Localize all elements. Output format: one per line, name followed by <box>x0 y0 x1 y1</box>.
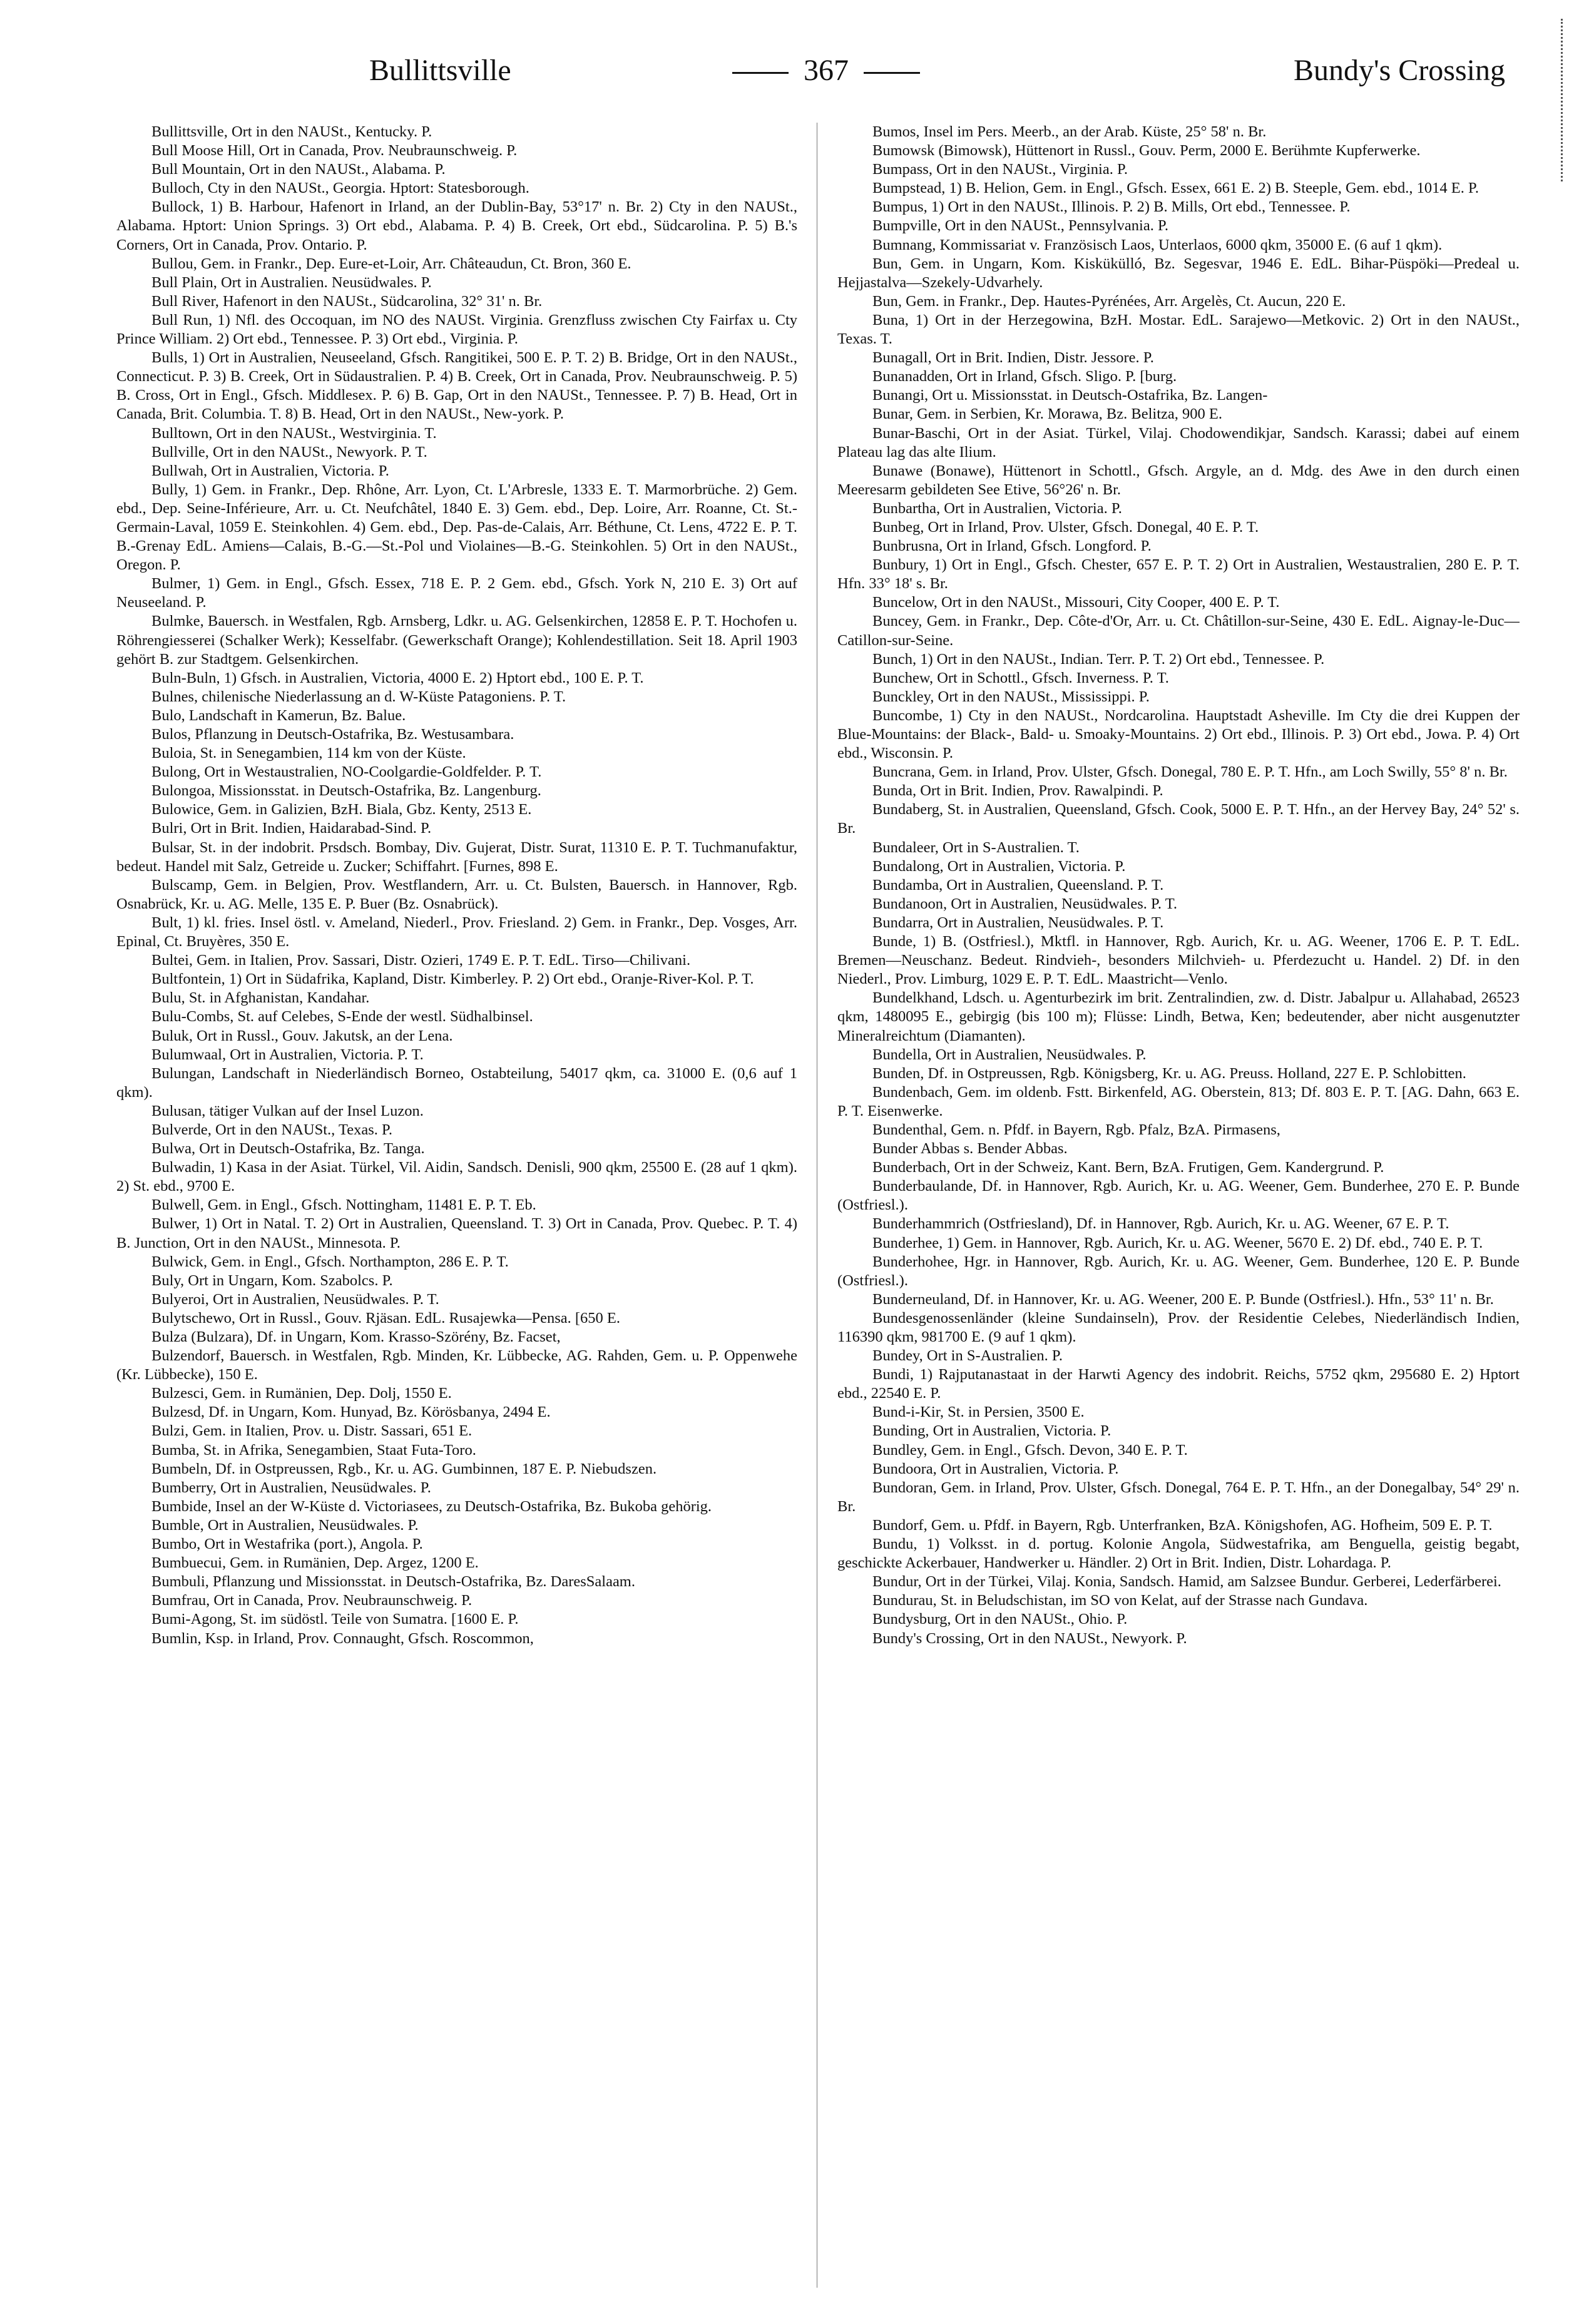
gazetteer-entry: Bundaberg, St. in Australien, Queensland, Gfsch. Cook, 5000 E. P. T. Hfn., an der Hervey Bay, 24° 52' s. Br. <box>837 801 1520 837</box>
gazetteer-entry: Bull Moose Hill, Ort in Canada, Prov. Neubraunschweig. P. <box>151 142 518 160</box>
gazetteer-entry: Buncey, Gem. in Frankr., Dep. Côte-d'Or, Arr. u. Ct. Châtillon-sur-Seine, 430 E. EdL. Aignay-le-Duc—Catillon-sur-Seine. <box>837 613 1520 649</box>
gazetteer-entry: Bunbrusna, Ort in Irland, Gfsch. Longford. P. <box>872 538 1152 555</box>
gazetteer-entry: Bumba, St. in Afrika, Senegambien, Staat Futa-Toro. <box>151 1441 476 1459</box>
gazetteer-entry: Bulls, 1) Ort in Australien, Neuseeland, Gfsch. Rangitikei, 500 E. P. T. 2) B. Bridge, Ort in den NAUSt., Connecticut. P. 3) B. Creek, Ort in Südaustralien. P. 4) B. Creek, Ort in Canada, Prov. Neubraunschweig. P. 5) B. Cross, Ort in Engl., Gfsch. Middlesex. P. 6) B. Gap, Ort in den NAUSt., Tennessee. P. 7) B. Head, Ort in Canada, Brit. Columbia. T. 8) B. Head, Ort in den NAUSt., New-york. P. <box>116 349 797 423</box>
gazetteer-entry: Bundanoon, Ort in Australien, Neusüdwales. P. T. <box>872 895 1178 912</box>
gazetteer-entry: Buncombe, 1) Cty in den NAUSt., Nordcarolina. Hauptstadt Asheville. Im Cty die drei Kuppen der Blue-Mountains: der Black-, Bald- u. Smoaky-Mountains. 2) Ort ebd., Illinois. P. 3) Ort ebd., Jowa. P. 4) Ort ebd., Wisconsin. P. <box>837 706 1520 762</box>
gazetteer-entry: Bulu-Combs, St. auf Celebes, S-Ende der westl. Südhalbinsel. <box>151 1008 533 1026</box>
gazetteer-entry: Bunden, Df. in Ostpreussen, Rgb. Königsberg, Kr. u. AG. Preuss. Holland, 227 E. P. Schlobitten. <box>872 1064 1466 1082</box>
gazetteer-entry: Bunch, 1) Ort in den NAUSt., Indian. Terr. P. T. 2) Ort ebd., Tennessee. P. <box>872 650 1325 668</box>
gazetteer-entry: Bumpass, Ort in den NAUSt., Virginia. P. <box>872 161 1128 178</box>
gazetteer-entry: Bumnang, Kommissariat v. Französisch Laos, Unterlaos, 6000 qkm, 35000 E. (6 auf 1 qkm). <box>872 236 1443 253</box>
gazetteer-entry: Bulo, Landschaft in Kamerun, Bz. Balue. <box>151 706 406 724</box>
gazetteer-entry: Bundelkhand, Ldsch. u. Agenturbezirk im brit. Zentralindien, zw. d. Distr. Jabalpur u. Allahabad, 26523 qkm, 1480095 E., gebirgig (bis 100 m); Flüsse: Lindh, Betwa, Ken; bedeutender, aber nicht ausgenutzter Mineralreichtum (Diamanten). <box>837 989 1520 1044</box>
gazetteer-entry: Bundurau, St. in Beludschistan, im SO von Kelat, auf der Strasse nach Gundava. <box>872 1592 1368 1609</box>
gazetteer-entry: Bumpville, Ort in den NAUSt., Pennsylvania. P. <box>872 217 1168 235</box>
header-left-catchword: Bullittsville <box>369 54 511 87</box>
gazetteer-entry: Bulusan, tätiger Vulkan auf der Insel Luzon. <box>151 1102 424 1119</box>
gazetteer-entry: Bunar-Baschi, Ort in der Asiat. Türkel, Vilaj. Chodowendikjar, Sandsch. Karassi; dabei auf einem Plateau lag das alte Ilium. <box>837 424 1520 461</box>
gazetteer-entry: Bunda, Ort in Brit. Indien, Prov. Rawalpindi. P. <box>872 782 1163 800</box>
gazetteer-entry: Bundella, Ort in Australien, Neusüdwales. P. <box>872 1046 1147 1063</box>
gazetteer-entry: Bulytschewo, Ort in Russl., Gouv. Rjäsan. EdL. Rusajewka—Pensa. [650 E. <box>151 1309 620 1327</box>
gazetteer-entry: Bumbide, Insel an der W-Küste d. Victoriasees, zu Deutsch-Ostafrika, Bz. Bukoba gehörig. <box>151 1497 712 1515</box>
gazetteer-entry: Bunderhohee, Hgr. in Hannover, Rgb. Aurich, Kr. u. AG. Weener, Gem. Bunderhee, 120 E. P. Bunde (Ostfriesl.). <box>837 1253 1520 1289</box>
gazetteer-entry: Bull River, Hafenort in den NAUSt., Südcarolina, 32° 31' n. Br. <box>151 292 543 310</box>
gazetteer-entry: Bunbeg, Ort in Irland, Prov. Ulster, Gfsch. Donegal, 40 E. P. T. <box>872 518 1259 536</box>
gazetteer-entry: Bulwer, 1) Ort in Natal. T. 2) Ort in Australien, Queensland. T. 3) Ort in Canada, Prov. Quebec. P. T. 4) B. Junction, Ort in den NAUSt., Minnesota. P. <box>116 1215 797 1251</box>
gazetteer-entry: Bulwadin, 1) Kasa in der Asiat. Türkel, Vil. Aidin, Sandsch. Denisli, 900 qkm, 25500 E. (28 auf 1 qkm). 2) St. ebd., 9700 E. <box>116 1159 797 1195</box>
gazetteer-entry: Bulyeroi, Ort in Australien, Neusüdwales. P. T. <box>151 1290 439 1308</box>
gazetteer-entry: Buln-Buln, 1) Gfsch. in Australien, Victoria, 4000 E. 2) Hptort ebd., 100 E. P. T. <box>151 669 644 686</box>
gazetteer-entry: Bulu, St. in Afghanistan, Kandahar. <box>151 989 370 1007</box>
gazetteer-entry: Buly, Ort in Ungarn, Kom. Szabolcs. P. <box>151 1272 393 1289</box>
gazetteer-entry: Bulzesd, Df. in Ungarn, Kom. Hunyad, Bz. Körösbanya, 2494 E. <box>151 1404 551 1421</box>
gazetteer-entry: Bunderhee, 1) Gem. in Hannover, Rgb. Aurich, Kr. u. AG. Weener, 5670 E. 2) Df. ebd., 740 E. P. T. <box>872 1234 1483 1251</box>
dash-right <box>864 72 920 74</box>
gazetteer-entry: Bunde, 1) B. (Ostfriesl.), Mktfl. in Hannover, Rgb. Aurich, Kr. u. AG. Weener, 1706 E. P. T. EdL. Bremen—Neuschanz. Bedeut. Rindvieh-, besonders Milchvieh- u. Pferdezucht u. Handel. 2) Df. in den Niederl., Prov. Limburg, 1029 E. P. T. EdL. Maastricht—Venlo. <box>837 933 1520 988</box>
gazetteer-entry: Bulzesci, Gem. in Rumänien, Dep. Dolj, 1550 E. <box>151 1385 452 1402</box>
gazetteer-entry: Bunderbaulande, Df. in Hannover, Rgb. Aurich, Kr. u. AG. Weener, Gem. Bunderhee, 270 E. P. Bunde (Ostfriesl.). <box>837 1178 1520 1214</box>
gazetteer-entry: Bull Mountain, Ort in den NAUSt., Alabama. P. <box>151 161 446 178</box>
gazetteer-entry: Bunbartha, Ort in Australien, Victoria. P. <box>872 499 1122 517</box>
gazetteer-entry: Bumbuecui, Gem. in Rumänien, Dep. Argez, 1200 E. <box>151 1554 479 1572</box>
gazetteer-entry: Bunckley, Ort in den NAUSt., Mississippi. P. <box>872 688 1150 705</box>
gazetteer-entry: Bundley, Gem. in Engl., Gfsch. Devon, 340 E. P. T. <box>872 1441 1188 1459</box>
gazetteer-entry: Bulumwaal, Ort in Australien, Victoria. P. T. <box>151 1046 424 1063</box>
gazetteer-entry: Bulmer, 1) Gem. in Engl., Gfsch. Essex, 718 E. P. 2 Gem. ebd., Gfsch. York N, 210 E. 3) Ort auf Neuseeland. P. <box>116 575 797 611</box>
gazetteer-entry: Bulzi, Gem. in Italien, Prov. u. Distr. Sassari, 651 E. <box>151 1422 473 1440</box>
gazetteer-entry: Bumpstead, 1) B. Helion, Gem. in Engl., Gfsch. Essex, 661 E. 2) B. Steeple, Gem. ebd., 1014 E. P. <box>872 180 1479 197</box>
gazetteer-entry: Bulwell, Gem. in Engl., Gfsch. Nottingham, 11481 E. P. T. Eb. <box>151 1196 536 1214</box>
header-right-catchword: Bundy's Crossing <box>1293 54 1505 87</box>
margin-mark <box>1561 19 1566 181</box>
gazetteer-entry: Bulri, Ort in Brit. Indien, Haidarabad-Sind. P. <box>151 820 432 837</box>
gazetteer-entry: Bulsar, St. in der indobrit. Prsdsch. Bombay, Div. Gujerat, Distr. Surat, 11310 E. P. T. Tuchmanufaktur, bedeut. Handel mit Salz, Getreide u. Zucker; Schiffahrt. [Furnes, 898 E. <box>116 838 797 875</box>
gazetteer-entry: Bundalong, Ort in Australien, Victoria. P. <box>872 857 1126 875</box>
gazetteer-entry: Bumbeln, Df. in Ostpreussen, Rgb., Kr. u. AG. Gumbinnen, 187 E. P. Niebudszen. <box>151 1460 657 1477</box>
gazetteer-entry: Bundu, 1) Volksst. in d. portug. Kolonie Angola, Südwestafrika, am Benguella, geistig begabt, geschickte Ackerbauer, Handwerker u. Händler. 2) Ort in Brit. Indien, Distr. Lohardaga. P. <box>837 1536 1520 1572</box>
gazetteer-entry: Bulscamp, Gem. in Belgien, Prov. Westflandern, Arr. u. Ct. Bulsten, Bauersch. in Hannover, Rgb. Osnabrück, Kr. u. AG. Melle, 135 E. P. Buer (Bz. Osnabrück). <box>116 876 797 912</box>
gazetteer-entry: Bunding, Ort in Australien, Victoria. P. <box>872 1422 1111 1440</box>
gazetteer-entry: Bumbo, Ort in Westafrika (port.), Angola. P. <box>151 1536 423 1553</box>
gazetteer-entry: Bunderneuland, Df. in Hannover, Kr. u. AG. Weener, 200 E. P. Bunde (Ostfriesl.). Hfn., 53° 11' n. Br. <box>872 1290 1494 1308</box>
gazetteer-entry: Bulwa, Ort in Deutsch-Ostafrika, Bz. Tanga. <box>151 1140 425 1158</box>
gazetteer-entry: Buncelow, Ort in den NAUSt., Missouri, City Cooper, 400 E. P. T. <box>872 594 1280 611</box>
gazetteer-entry: Bumfrau, Ort in Canada, Prov. Neubraunschweig. P. <box>151 1592 473 1609</box>
gazetteer-entry: Bunderbach, Ort in der Schweiz, Kant. Bern, BzA. Frutigen, Gem. Kandergrund. P. <box>872 1159 1384 1176</box>
gazetteer-entry: Buluk, Ort in Russl., Gouv. Jakutsk, an der Lena. <box>151 1027 453 1044</box>
gazetteer-entry: Bulong, Ort in Westaustralien, NO-Coolgardie-Goldfelder. P. T. <box>151 763 542 781</box>
gazetteer-entry: Bumi-Agong, St. im südöstl. Teile von Sumatra. [1600 E. P. <box>151 1611 519 1628</box>
left-column <box>116 123 797 2294</box>
gazetteer-entry: Bulverde, Ort in den NAUSt., Texas. P. <box>151 1121 393 1138</box>
gazetteer-entry: Bundorf, Gem. u. Pfdf. in Bayern, Rgb. Unterfranken, BzA. Königshofen, AG. Hofheim, 509 E. P. T. <box>872 1516 1493 1534</box>
gazetteer-entry: Bunar, Gem. in Serbien, Kr. Morawa, Bz. Belitza, 900 E. <box>872 405 1222 423</box>
gazetteer-entry: Bumbuli, Pflanzung und Missionsstat. in Deutsch-Ostafrika, Bz. DaresSalaam. <box>151 1573 635 1591</box>
gazetteer-entry: Bundey, Ort in S-Australien. P. <box>872 1347 1063 1365</box>
gazetteer-entry: Bund-i-Kir, St. in Persien, 3500 E. <box>872 1404 1085 1421</box>
gazetteer-entry: Bullwah, Ort in Australien, Victoria. P. <box>151 462 389 479</box>
gazetteer-entry: Bunbury, 1) Ort in Engl., Gfsch. Chester, 657 E. P. T. 2) Ort in Australien, Westaustralien, 280 E. P. T. Hfn. 33° 18' s. Br. <box>837 556 1520 593</box>
gazetteer-entry: Bundysburg, Ort in den NAUSt., Ohio. P. <box>872 1611 1128 1628</box>
gazetteer-entry: Bumos, Insel im Pers. Meerb., an der Arab. Küste, 25° 58' n. Br. <box>872 123 1267 140</box>
gazetteer-entry: Bun, Gem. in Frankr., Dep. Hautes-Pyrénées, Arr. Argelès, Ct. Aucun, 220 E. <box>872 292 1346 310</box>
gazetteer-entry: Bull Plain, Ort in Australien. Neusüdwales. P. <box>151 273 432 291</box>
gazetteer-entry: Bulowice, Gem. in Galizien, BzH. Biala, Gbz. Kenty, 2513 E. <box>151 801 532 818</box>
gazetteer-entry: Bumble, Ort in Australien, Neusüdwales. P. <box>151 1516 419 1534</box>
gazetteer-entry: Bulwick, Gem. in Engl., Gfsch. Northampton, 286 E. P. T. <box>151 1253 509 1270</box>
gazetteer-entry: Bully, 1) Gem. in Frankr., Dep. Rhône, Arr. Lyon, Ct. L'Arbresle, 1333 E. T. Marmorbrüche. 2) Gem. ebd., Dep. Seine-Inférieure, Arr. u. Ct. Neufchâtel, 1840 E. 3) Gem. ebd., Dep. Loire, Arr. Roanne, Ct. St.-Germain-Laval, 1059 E. Steinkohlen. 4) Gem. ebd., Dep. Pas-de-Calais, Arr. Béthune, Ct. Lens, 4722 E. P. T. B.-Grenay EdL. Amiens—Calais, B.-G.—St.-Pol und Violaines—B.-G. Steinkohlen. 5) Ort in den NAUSt., Oregon. P. <box>116 481 797 574</box>
gazetteer-entry: Bulmke, Bauersch. in Westfalen, Rgb. Arnsberg, Ldkr. u. AG. Gelsenkirchen, 12858 E. P. T. Hochofen u. Röhrengiesserei (Schalker Werk); Kesselfabr. (Gewerkschaft Orange); Kohlendestillation. Seit 18. April 1903 gehört B. zur Stadtgem. Gelsenkirchen. <box>116 613 797 668</box>
gazetteer-entry: Bundur, Ort in der Türkei, Vilaj. Konia, Sandsch. Hamid, am Salzsee Bundur. Gerberei, Lederfärberei. <box>872 1573 1501 1591</box>
gazetteer-entry: Bundenthal, Gem. n. Pfdf. in Bayern, Rgb. Pfalz, BzA. Pirmasens, <box>872 1121 1280 1138</box>
gazetteer-entry: Bultei, Gem. in Italien, Prov. Sassari, Distr. Ozieri, 1749 E. P. T. EdL. Tirso—Chilivani. <box>151 952 691 969</box>
gazetteer-entry: Bunawe (Bonawe), Hüttenort in Schottl., Gfsch. Argyle, an d. Mdg. des Awe in den durch einen Meeresarm gebildeten See Etive, 56°26' n. Br. <box>837 462 1520 498</box>
gazetteer-entry: Bulungan, Landschaft in Niederländisch Borneo, Ostabteilung, 54017 qkm, ca. 31000 E. (0,6 auf 1 qkm). <box>116 1064 797 1101</box>
page-header <box>75 49 1505 93</box>
gazetteer-entry: Bulza (Bulzara), Df. in Ungarn, Kom. Krasso-Szörény, Bz. Facset, <box>151 1328 561 1345</box>
gazetteer-entry: Bundoora, Ort in Australien, Victoria. P. <box>872 1460 1119 1477</box>
right-column <box>837 123 1520 2294</box>
gazetteer-entry: Bunderhammrich (Ostfriesland), Df. in Hannover, Rgb. Aurich, Kr. u. AG. Weener, 67 E. P. T. <box>872 1215 1449 1233</box>
dash-left <box>732 72 789 74</box>
gazetteer-entry: Bult, 1) kl. fries. Insel östl. v. Ameland, Niederl., Prov. Friesland. 2) Gem. in Frankr., Dep. Vosges, Arr. Epinal, Ct. Bruyères, 350 E. <box>116 914 797 950</box>
gazetteer-entry: Bumberry, Ort in Australien, Neusüdwales. P. <box>151 1479 431 1496</box>
gazetteer-entry: Bullville, Ort in den NAUSt., Newyork. P. T. <box>151 443 427 461</box>
gazetteer-entry: Bun, Gem. in Ungarn, Kom. Kiskükülló, Bz. Segesvar, 1946 E. EdL. Bihar-Püspöki—Predeal u. Hejjastalva—Szekely-Udvarhely. <box>837 255 1520 291</box>
gazetteer-entry: Bunder Abbas s. Bender Abbas. <box>872 1140 1068 1158</box>
gazetteer-entry: Bundoran, Gem. in Irland, Prov. Ulster, Gfsch. Donegal, 764 E. P. T. Hfn., an der Donegalbay, 54° 29' n. Br. <box>837 1479 1520 1515</box>
gazetteer-entry: Bultfontein, 1) Ort in Südafrika, Kapland, Distr. Kimberley. P. 2) Ort ebd., Oranje-River-Kol. P. T. <box>151 971 754 988</box>
page-number-group <box>701 49 951 93</box>
gazetteer-entry: Bulnes, chilenische Niederlassung an d. W-Küste Patagoniens. P. T. <box>151 688 566 705</box>
page-number: 367 <box>804 54 849 87</box>
gazetteer-entry: Bunanadden, Ort in Irland, Gfsch. Sligo. P. [burg. <box>872 368 1177 385</box>
gazetteer-entry: Bullittsville, Ort in den NAUSt., Kentucky. P. <box>151 123 432 140</box>
gazetteer-entry: Bulongoa, Missionsstat. in Deutsch-Ostafrika, Bz. Langenburg. <box>151 782 541 800</box>
gazetteer-entry: Buna, 1) Ort in der Herzegowina, BzH. Mostar. EdL. Sarajewo—Metkovic. 2) Ort in den NAUSt., Texas. T. <box>837 311 1520 348</box>
gazetteer-entry: Bumowsk (Bimowsk), Hüttenort in Russl., Gouv. Perm, 2000 E. Berühmte Kupferwerke. <box>872 142 1421 160</box>
gazetteer-entry: Bundi, 1) Rajputanastaat in der Harwti Agency des indobrit. Reichs, 5752 qkm, 295680 E. 2) Hptort ebd., 22540 E. P. <box>837 1366 1520 1402</box>
gazetteer-entry: Bullou, Gem. in Frankr., Dep. Eure-et-Loir, Arr. Châteaudun, Ct. Bron, 360 E. <box>151 255 631 272</box>
gazetteer-entry: Bunagall, Ort in Brit. Indien, Distr. Jessore. P. <box>872 349 1154 367</box>
gazetteer-entry: Bundy's Crossing, Ort in den NAUSt., Newyork. P. <box>872 1629 1187 1647</box>
gazetteer-entry: Bulltown, Ort in den NAUSt., Westvirginia. T. <box>151 424 437 442</box>
gazetteer-entry: Bulzendorf, Bauersch. in Westfalen, Rgb. Minden, Kr. Lübbecke, AG. Rahden, Gem. u. P. Oppenwehe (Kr. Lübbecke), 150 E. <box>116 1347 797 1384</box>
gazetteer-entry: Bundaleer, Ort in S-Australien. T. <box>872 838 1080 856</box>
gazetteer-entry: Bundarra, Ort in Australien, Neusüdwales. P. T. <box>872 914 1164 931</box>
gazetteer-entry: Buncrana, Gem. in Irland, Prov. Ulster, Gfsch. Donegal, 780 E. P. T. Hfn., am Loch Swilly, 55° 8' n. Br. <box>872 763 1508 781</box>
gazetteer-entry: Bumlin, Ksp. in Irland, Prov. Connaught, Gfsch. Roscommon, <box>151 1629 534 1647</box>
gazetteer-entry: Bumpus, 1) Ort in den NAUSt., Illinois. P. 2) B. Mills, Ort ebd., Tennessee. P. <box>872 198 1351 216</box>
gazetteer-entry: Bundenbach, Gem. im oldenb. Fstt. Birkenfeld, AG. Oberstein, 813; Df. 803 E. P. T. [AG. Dahn, 663 E. P. T. Eisenwerke. <box>837 1083 1520 1119</box>
gazetteer-entry: Bulos, Pflanzung in Deutsch-Ostafrika, Bz. Westusambara. <box>151 726 514 743</box>
gazetteer-entry: Bundesgenossenländer (kleine Sundainseln), Prov. der Residentie Celebes, Niederländisch Indien, 116390 qkm, 981700 E. (9 auf 1 qkm). <box>837 1309 1520 1345</box>
gazetteer-entry: Bunchew, Ort in Schottl., Gfsch. Inverness. P. T. <box>872 669 1169 686</box>
gazetteer-entry: Bullock, 1) B. Harbour, Hafenort in Irland, an der Dublin-Bay, 53°17' n. Br. 2) Cty in den NAUSt., Alabama. Hptort: Union Springs. 3) Ort ebd., Alabama. P. 4) B. Creek, Ort ebd., Südcarolina. P. 5) B.'s Corners, Ort in Canada, Prov. Ontario. P. <box>116 198 797 253</box>
gazetteer-entry: Bundamba, Ort in Australien, Queensland. P. T. <box>872 876 1164 894</box>
gazetteer-entry: Bunangi, Ort u. Missionsstat. in Deutsch-Ostafrika, Bz. Langen- <box>872 387 1268 404</box>
gazetteer-entry: Bulloch, Cty in den NAUSt., Georgia. Hptort: Statesborough. <box>151 180 529 197</box>
gazetteer-entry: Buloia, St. in Senegambien, 114 km von der Küste. <box>151 745 466 762</box>
gazetteer-entry: Bull Run, 1) Nfl. des Occoquan, im NO des NAUSt. Virginia. Grenzfluss zwischen Cty Fairfax u. Cty Prince William. 2) Ort ebd., Tennessee. P. 3) Ort ebd., Virginia. P. <box>116 311 797 348</box>
